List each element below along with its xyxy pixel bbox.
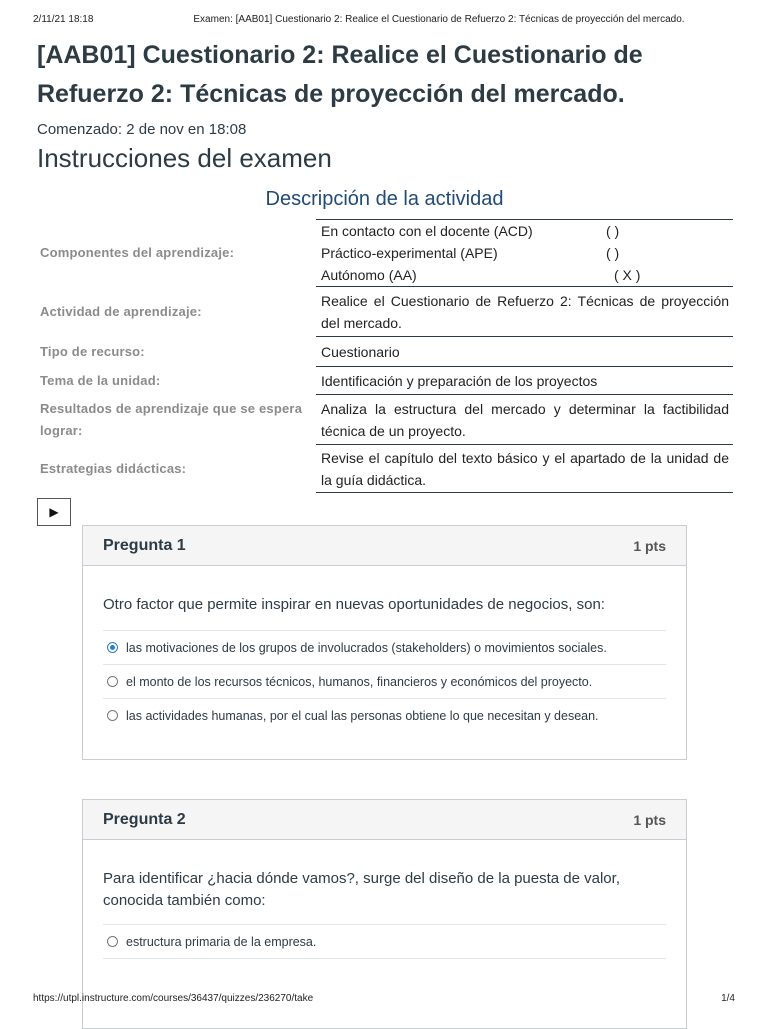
- exam-title: [AAB01] Cuestionario 2: Realice el Cuestionario de Refuerzo 2: Técnicas de proyección del mercado.: [37, 41, 643, 108]
- question-body: [83, 566, 686, 732]
- table-row: [37, 287, 733, 337]
- print-datetime: 2/11/21 18:18: [33, 14, 94, 25]
- play-icon: ▶: [49, 505, 59, 519]
- question-title: Pregunta 2: [103, 810, 186, 828]
- radio-button-selected[interactable]: [107, 642, 118, 653]
- print-header: [33, 14, 735, 25]
- component-line: [321, 242, 729, 264]
- question-points: 1 pts: [633, 537, 666, 554]
- answer-text: el monto de los recursos técnicos, humanos, financieros y económicos del proyecto.: [126, 674, 593, 689]
- component-mark: ( ): [606, 223, 620, 239]
- table-row: [37, 445, 733, 493]
- row-label: Tipo de recurso:: [40, 343, 145, 359]
- component-mark: ( ): [606, 245, 620, 261]
- component-line: [321, 264, 729, 286]
- print-url: https://utpl.instructure.com/courses/36437/quizzes/236270/take: [33, 993, 314, 1004]
- answer-text: las motivaciones de los grupos de involucrados (stakeholders) o movimientos sociales.: [126, 640, 607, 655]
- question-body: [83, 840, 686, 959]
- radio-button[interactable]: [107, 710, 118, 721]
- question-header: [83, 800, 686, 840]
- print-page-title: Examen: [AAB01] Cuestionario 2: Realice el Cuestionario de Refuerzo 2: Técnicas de proyección del mercado.: [193, 14, 685, 25]
- play-button[interactable]: [37, 498, 71, 526]
- question-header: [83, 526, 686, 566]
- component-name: Autónomo (AA): [321, 267, 417, 283]
- row-value: Analiza la estructura del mercado y determinar la factibilidad técnica de un proyecto.: [316, 395, 733, 445]
- table-row: [37, 337, 733, 367]
- answer-list: [103, 630, 666, 732]
- components-value: [316, 220, 733, 287]
- row-label: Tema de la unidad:: [40, 372, 161, 388]
- answer-list: [103, 924, 666, 959]
- activity-heading: Descripción de la actividad: [265, 188, 504, 210]
- started-timestamp: Comenzado: 2 de nov en 18:08: [37, 121, 247, 138]
- row-label: Resultados de aprendizaje que se espera lograr:: [40, 400, 303, 438]
- question-text: Para identificar ¿hacia dónde vamos?, surge del diseño de la puesta de valor, conocida también como:: [103, 870, 620, 909]
- answer-option[interactable]: [103, 924, 666, 959]
- answer-text: las actividades humanas, por el cual las personas obtiene lo que necesitan y desean.: [126, 708, 599, 723]
- component-name: En contacto con el docente (ACD): [321, 223, 533, 239]
- activity-table: [37, 219, 733, 493]
- row-value: Identificación y preparación de los proyectos: [316, 367, 733, 395]
- component-line: [321, 220, 729, 242]
- answer-option[interactable]: [103, 664, 666, 698]
- answer-text: estructura primaria de la empresa.: [126, 934, 317, 949]
- question-card: [82, 525, 687, 760]
- print-footer: [33, 993, 735, 1004]
- table-row: [37, 395, 733, 445]
- row-label: Estrategias didácticas:: [40, 460, 187, 476]
- table-row: [37, 367, 733, 395]
- components-label: Componentes del aprendizaje:: [40, 245, 235, 260]
- component-mark: ( X ): [614, 267, 641, 283]
- instructions-heading: Instrucciones del examen: [37, 143, 332, 173]
- question-title: Pregunta 1: [103, 536, 186, 554]
- question-text: Otro factor que permite inspirar en nuevas oportunidades de negocios, son:: [103, 596, 605, 613]
- row-value: Revise el capítulo del texto básico y el apartado de la unidad de la guía didáctica.: [316, 445, 733, 493]
- row-value: Realice el Cuestionario de Refuerzo 2: Técnicas de proyección del mercado.: [316, 287, 733, 337]
- table-row: [37, 220, 733, 287]
- question-points: 1 pts: [633, 811, 666, 828]
- radio-button[interactable]: [107, 676, 118, 687]
- page-number: 1/4: [721, 993, 735, 1004]
- component-name: Práctico-experimental (APE): [321, 245, 498, 261]
- radio-button[interactable]: [107, 936, 118, 947]
- row-label: Actividad de aprendizaje:: [40, 303, 202, 319]
- row-value: Cuestionario: [316, 337, 733, 367]
- answer-option[interactable]: [103, 630, 666, 664]
- answer-option[interactable]: [103, 698, 666, 732]
